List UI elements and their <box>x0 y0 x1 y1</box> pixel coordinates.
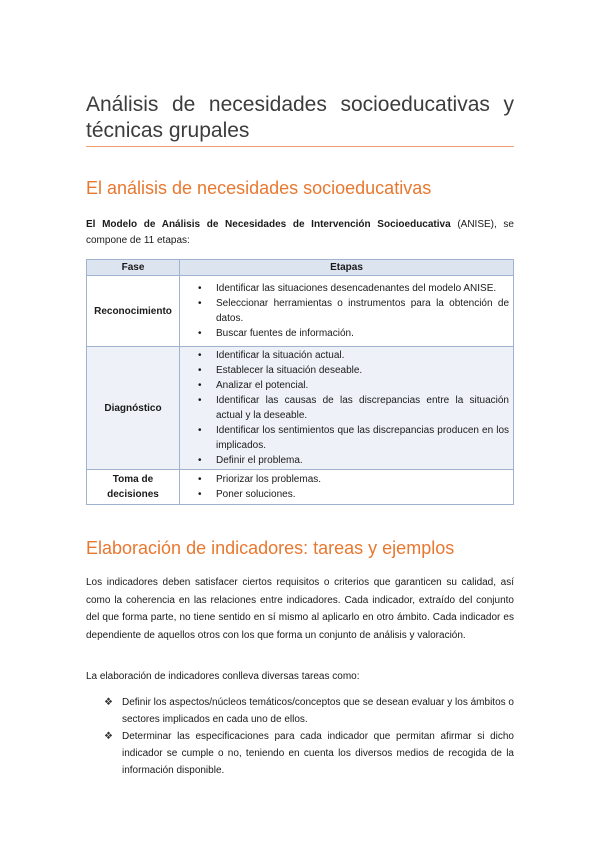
steps-cell <box>180 470 514 505</box>
task-item <box>86 694 514 728</box>
steps-list <box>196 348 509 468</box>
phase-cell: Toma de decisiones <box>87 470 180 505</box>
step-item: • Identificar las situaciones desencadenantes del modelo ANISE. <box>196 281 509 296</box>
check-diamond-icon: ❖ <box>104 731 113 742</box>
table-row-toma-decisiones <box>87 470 514 505</box>
indicators-paragraph: Los indicadores deben satisfacer ciertos requisitos o criterios que garanticen su calidad, así como la coherencia en las relaciones entre indicadores. Cada indicador, extraído del conjunto del que forma parte, no tiene sentido en sí mismo al aplicarlo en otro ámbito. Cada indicador es dependiente de aquellos otros con los que forma un conjunto de análisis y valoración. <box>86 577 514 641</box>
step-item: • Establecer la situación deseable. <box>196 363 509 378</box>
task-text: Determinar las especificaciones para cada indicador que permitan afirmar si dicho indicador se cumple o no, teniendo en cuenta los diversos medios de recogida de la información disponible. <box>122 731 514 776</box>
phase-cell: Reconocimiento <box>87 276 180 347</box>
step-item: • Analizar el potencial. <box>196 378 509 393</box>
title-underline <box>86 146 514 147</box>
header-fase: Fase <box>87 260 180 276</box>
step-item: • Identificar la situación actual. <box>196 348 509 363</box>
task-item <box>86 728 514 779</box>
table-header-row <box>87 260 514 276</box>
step-item: • Priorizar los problemas. <box>196 472 509 487</box>
step-item: • Poner soluciones. <box>196 487 509 502</box>
intro-paragraph <box>86 217 514 249</box>
phases-table <box>86 259 514 505</box>
step-item: • Buscar fuentes de información. <box>196 326 509 341</box>
intro-bold-text: El Modelo de Análisis de Necesidades de Intervención Socioeducativa <box>86 219 451 230</box>
phase-cell: Diagnóstico <box>87 347 180 470</box>
tasks-list <box>86 694 514 779</box>
table-row-reconocimiento <box>87 276 514 347</box>
steps-cell <box>180 347 514 470</box>
check-diamond-icon: ❖ <box>104 697 113 708</box>
steps-list <box>196 281 509 341</box>
document-title: Análisis de necesidades socioeducativas y técnicas grupales <box>86 93 514 142</box>
steps-list <box>196 472 509 502</box>
section-heading-analysis: El análisis de necesidades socioeducativas <box>86 178 432 198</box>
section-heading-indicators: Elaboración de indicadores: tareas y ejemplos <box>86 538 455 558</box>
step-item: • Identificar los sentimientos que las discrepancias producen en los implicados. <box>196 423 509 453</box>
tasks-intro-paragraph: La elaboración de indicadores conlleva diversas tareas como: <box>86 671 360 682</box>
step-item: • Seleccionar herramientas o instrumentos para la obtención de datos. <box>196 296 509 326</box>
task-text: Definir los aspectos/núcleos temáticos/conceptos que se desean evaluar y los ámbitos o sectores implicados en cada uno de ellos. <box>122 697 514 725</box>
steps-cell <box>180 276 514 347</box>
intro-rest-text: (ANISE), se compone de 11 etapas: <box>86 219 514 246</box>
table-row-diagnostico <box>87 347 514 470</box>
step-item: • Definir el problema. <box>196 453 509 468</box>
header-etapas: Etapas <box>180 260 514 276</box>
step-item: • Identificar las causas de las discrepancias entre la situación actual y la deseable. <box>196 393 509 423</box>
